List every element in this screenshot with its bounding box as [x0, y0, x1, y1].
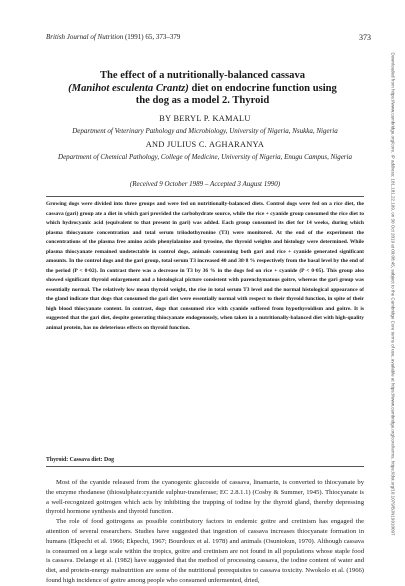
side-note-text: Downloaded from https://www.cambridge.org/core. IP address: 181.181.22.109, on 30 Oct 2019 at 09:08:45, subject to the Cambridge Core terms of use, available at https://www.cambridge.org/core/terms. https://doi.org/10.1079/BJN19910097	[390, 52, 396, 536]
received-dates: (Received 9 October 1989 – Accepted 3 August 1990)	[129, 180, 281, 188]
author-1: BY BERYL P. KAMALU	[159, 114, 251, 123]
journal-name: British Journal of Nutrition	[46, 33, 124, 41]
body-text	[46, 478, 364, 586]
page-number: 373	[359, 33, 371, 42]
article-title	[40, 70, 365, 108]
title-line-1: The effect of a nutritionally-balanced cassava	[99, 70, 306, 81]
title-line-3: the dog as a model 2. Thyroid	[135, 95, 270, 107]
download-side-note	[387, 12, 399, 577]
abstract	[46, 196, 364, 333]
affiliation-2: Department of Chemical Pathology, College of Medicine, University of Nigeria, Enugu Campus, Nigeria	[58, 153, 352, 161]
running-header	[46, 33, 371, 41]
body-paragraph-1: Most of the cyanide released from the cyanogenic glucoside of cassava, linamarin, is converted to thiocyanate by the enzyme rhodanese (thiosulphate:cyanide sulphur-transferase; EC 2.8.1.1) (Cosby & Summer, 1945). Thiocyanate is a well-recognized goitrogen which acts by inhibiting the trapping of iodine by the thyroid gland, thereby depressing thyroid hormone synthesis and thyroid function.	[46, 479, 364, 516]
title-line-2: diet on endocrine function using	[188, 82, 337, 94]
abstract-text: Growing dogs were divided into three groups and were fed on nutritionally-balanced diets. Control dogs were fed on a rice diet, the cassava (gari) group ate a diet in which gari provided the carbohydrate source, while the rice + cyanide group consumed the rice diet to which hydrocyanic acid (equivalent to that present in gari) was added. Each group consumed its diet for 14 weeks, during which plasma thiocyanate concentration and total serum triiodothyronine (T3) were monitored. At the end of the experiment the concentrations of the plasma free amino acids phenylalanine and tyrosine, the thyroid weights and histology were determined. While plasma thiocyanate remained undetectable in control dogs, animals consuming both gari and rice + cyanide generated significant amounts. In the control dogs and the gari group, total serum T3 increased 40 and 38·8 % respectively from the basal level by the end of the period (P < 0·02). In contrast there was a decrease in T3 by 36 % in the dogs fed on rice + cyanide (P < 0·05). This group also showed significant thyroid enlargement and a histological picture consistent with parenchymatous goitre, whereas the gari group was essentially normal. The relatively low mean thyroid weight, the rise in total serum T3 level and the normal histological appearance of the gland indicate that dogs that consumed the gari diet were essentially normal with respect to their thyroid function, in spite of their high blood thiocyanate content. In contrast, dogs that consumed rice with cyanide suffered from hypothyroidism and goitre. It is suggested that the gari diet, despite generating thiocyanate endogenously, when taken in a nutritionally-balanced diet with high-quality animal protein, has no deleterious effects on thyroid function.	[46, 201, 364, 331]
keywords: Thyroid: Cassava diet: Dog	[46, 457, 364, 467]
title-species: (Manihot esculenta Crantz)	[68, 82, 189, 94]
body-paragraph-2: The role of food goitrogens as possible contributory factors in endemic goitre and cretinism has engaged the attention of several researchers. Studies have suggested that ingestion of cassava increases thiocyanate formation in humans (Ekpechi et al. 1966; Ekpechi, 1967; Bourdoux et al. 1978) and animals (Osuntokun, 1970). Although cassava is consumed on a large scale within the tropics, goitre and cretinism are not found in all populations whose staple food is cassava. Delange et al. (1982) have suggested that the method of processing cassava, the iodine content of water and diet, and protein-energy malnutrition are some of the nutritional prerequisites to cassava toxicity. Nwokolo et al. (1966) found high incidence of goitre among people who consumed unfermented, dried,	[46, 518, 364, 584]
journal-citation: (1991) 65, 373–379	[123, 33, 181, 41]
affiliation-1: Department of Veterinary Pathology and Microbiology, University of Nigeria, Nsukka, Nigeria	[72, 127, 338, 135]
author-2: AND JULIUS C. AGHARANYA	[145, 140, 265, 149]
